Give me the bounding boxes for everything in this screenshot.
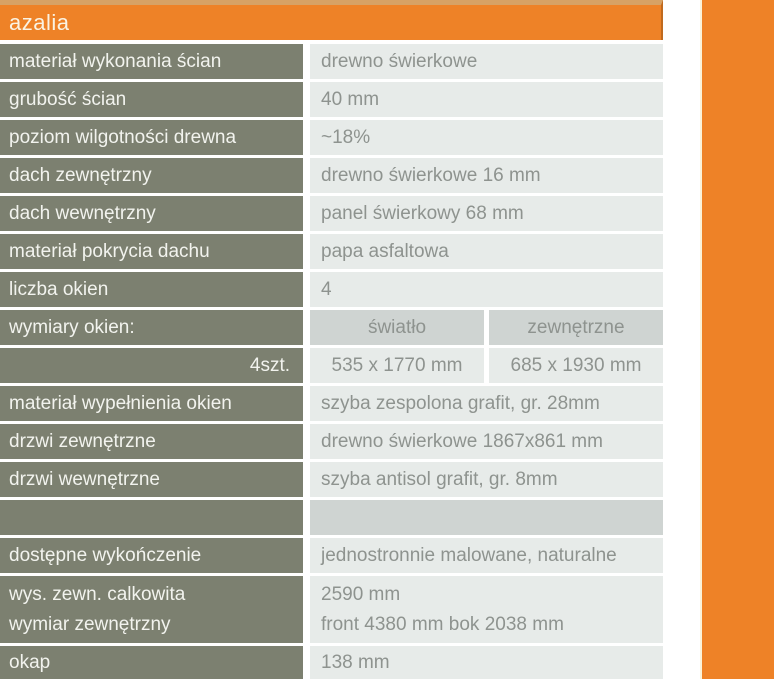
product-title: azalia — [9, 9, 70, 35]
table-row — [0, 196, 663, 231]
table-row — [0, 424, 663, 459]
row-value: szyba zespolona grafit, gr. 28mm — [310, 386, 663, 421]
label-line-external-dim: wymiar zewnętrzny — [9, 613, 171, 635]
table-row-window-sizes — [0, 348, 663, 383]
row-label: dach wewnętrzny — [0, 196, 303, 231]
row-label: liczba okien — [0, 272, 303, 307]
row-label: materiał wykonania ścian — [0, 44, 303, 79]
row-value — [310, 500, 663, 535]
window-size-values — [310, 348, 663, 383]
row-value: 138 mm — [310, 646, 663, 679]
row-label: dach zewnętrzny — [0, 158, 303, 193]
table-row — [0, 44, 663, 79]
row-label: grubość ścian — [0, 82, 303, 117]
window-size-external: 685 x 1930 mm — [489, 348, 663, 383]
row-label: poziom wilgotności drewna — [0, 120, 303, 155]
value-line-height: 2590 mm — [321, 584, 401, 606]
table-row — [0, 158, 663, 193]
row-label — [0, 500, 303, 535]
row-label-dimensions — [0, 576, 303, 643]
row-value: drewno świerkowe 16 mm — [310, 158, 663, 193]
product-title-bar — [0, 0, 663, 40]
row-label: dostępne wykończenie — [0, 538, 303, 573]
table-row-dimensions — [0, 576, 663, 643]
table-row — [0, 538, 663, 573]
window-size-light: 535 x 1770 mm — [310, 348, 484, 383]
row-label: materiał wypełnienia okien — [0, 386, 303, 421]
window-subcolumns — [310, 310, 663, 345]
table-row — [0, 272, 663, 307]
row-value: jednostronnie malowane, naturalne — [310, 538, 663, 573]
label-line-height: wys. zewn. calkowita — [9, 584, 186, 606]
row-value-dimensions — [310, 576, 663, 643]
table-row — [0, 120, 663, 155]
subcolumn-header-external: zewnętrzne — [489, 310, 663, 345]
subcolumn-header-light: światło — [310, 310, 484, 345]
row-label: okap — [0, 646, 303, 679]
table-row — [0, 646, 663, 679]
row-value: ~18% — [310, 120, 663, 155]
row-label: materiał pokrycia dachu — [0, 234, 303, 269]
table-row — [0, 82, 663, 117]
row-label: wymiary okien: — [0, 310, 303, 345]
row-value: 4 — [310, 272, 663, 307]
table-row — [0, 386, 663, 421]
table-row-empty — [0, 500, 663, 535]
row-value: papa asfaltowa — [310, 234, 663, 269]
row-value: 40 mm — [310, 82, 663, 117]
row-label: drzwi wewnętrzne — [0, 462, 303, 497]
table-row — [0, 234, 663, 269]
row-value: drewno świerkowe 1867x861 mm — [310, 424, 663, 459]
row-value: drewno świerkowe — [310, 44, 663, 79]
table-row — [0, 462, 663, 497]
table-row-window-header — [0, 310, 663, 345]
value-line-front-side: front 4380 mm bok 2038 mm — [321, 613, 564, 635]
right-orange-band — [700, 0, 774, 679]
row-value: panel świerkowy 68 mm — [310, 196, 663, 231]
row-label: drzwi zewnętrzne — [0, 424, 303, 459]
row-label-quantity: 4szt. — [0, 348, 303, 383]
row-value: szyba antisol grafit, gr. 8mm — [310, 462, 663, 497]
